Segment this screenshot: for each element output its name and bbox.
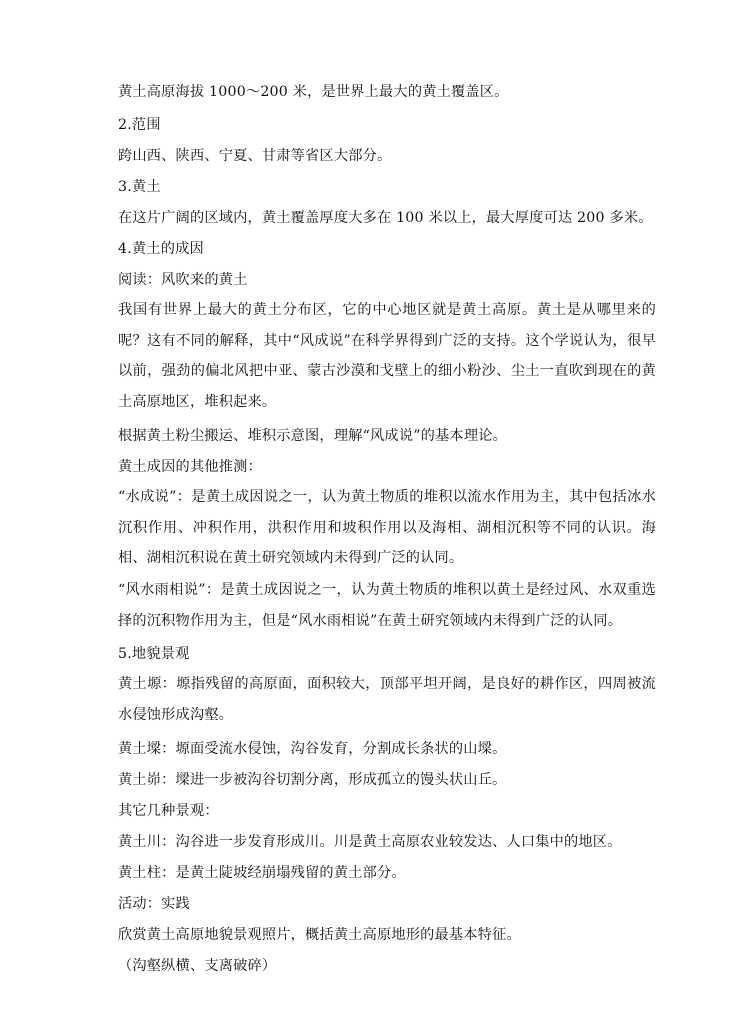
reading-title: 阅读：风吹来的黄土 (118, 272, 248, 288)
paragraph-water-theory: “水成说”：是黄土成因说之一，认为黄土物质的堆积以流水作用为主，其中包括冰水沉积作用、冲积作用，洪积作用和坡积作用以及海相、湖相沉积等不同的认识。海相、湖相沉积说在黄土研究领域内未得到广泛的认同。 (118, 489, 656, 566)
text-line-loess-chuan: 黄土川：沟谷进一步发育形成川。川是黄土高原农业较发达、人口集中的地区。 (118, 834, 622, 850)
text-line-activity: 活动：实践 (118, 896, 190, 912)
text-line-loess-liang: 黄土墚：塬面受流水侵蚀，沟谷发育，分割成长条状的山墚。 (118, 741, 507, 757)
text-line-activity-task: 欣赏黄土高原地貌景观照片，概括黄土高原地形的最基本特征。 (118, 927, 521, 943)
text-line-theory-diagram: 根据黄土粉尘搬运、堆积示意图，理解“风成说”的基本理论。 (118, 428, 507, 444)
text-line-other-landforms: 其它几种景观： (118, 803, 219, 819)
text-line-thickness: 在这片广阔的区域内，黄土覆盖厚度大多在 100 米以上，最大厚度可达 200 多米。 (118, 210, 653, 226)
section-heading-range: 2.范围 (118, 117, 161, 133)
section-heading-loess: 3.黄土 (118, 179, 161, 195)
paragraph-windwater-theory: “风水雨相说”：是黄土成因说之一，认为黄土物质的堆积以黄土是经过风、水双重选择的沉积物作用为主，但是“风水雨相说”在黄土研究领域内未得到广泛的认同。 (118, 582, 656, 629)
section-heading-origin: 4.黄土的成因 (118, 241, 204, 257)
section-heading-landform: 5.地貌景观 (118, 646, 190, 662)
text-line-altitude: 黄土高原海拔 1000～200 米，是世界上最大的黄土覆盖区。 (118, 84, 509, 100)
text-line-other-theories: 黄土成因的其他推测： (118, 459, 262, 475)
text-line-answer: （沟壑纵横、支离破碎） (118, 958, 277, 974)
paragraph-loess-yuan: 黄土塬：塬指残留的高原面，面积较大，顶部平坦开阔，是良好的耕作区，四周被流水侵蚀形成沟壑。 (118, 676, 656, 723)
paragraph-wind-theory: 我国有世界上最大的黄土分布区，它的中心地区就是黄土高原。黄土是从哪里来的呢？这有不同的解释，其中“风成说”在科学界得到广泛的支持。这个学说认为，很早以前，强劲的偏北风把中亚、蒙古沙漠和戈壁上的细小粉沙、尘土一直吹到现在的黄土高原地区，堆积起来。 (118, 302, 656, 410)
text-line-loess-mao: 黄土峁：墚进一步被沟谷切割分离，形成孤立的馒头状山丘。 (118, 772, 507, 788)
text-line-range: 跨山西、陕西、宁夏、甘肃等省区大部分。 (118, 148, 392, 164)
text-line-loess-zhu: 黄土柱：是黄土陡坡经崩塌残留的黄土部分。 (118, 865, 406, 881)
